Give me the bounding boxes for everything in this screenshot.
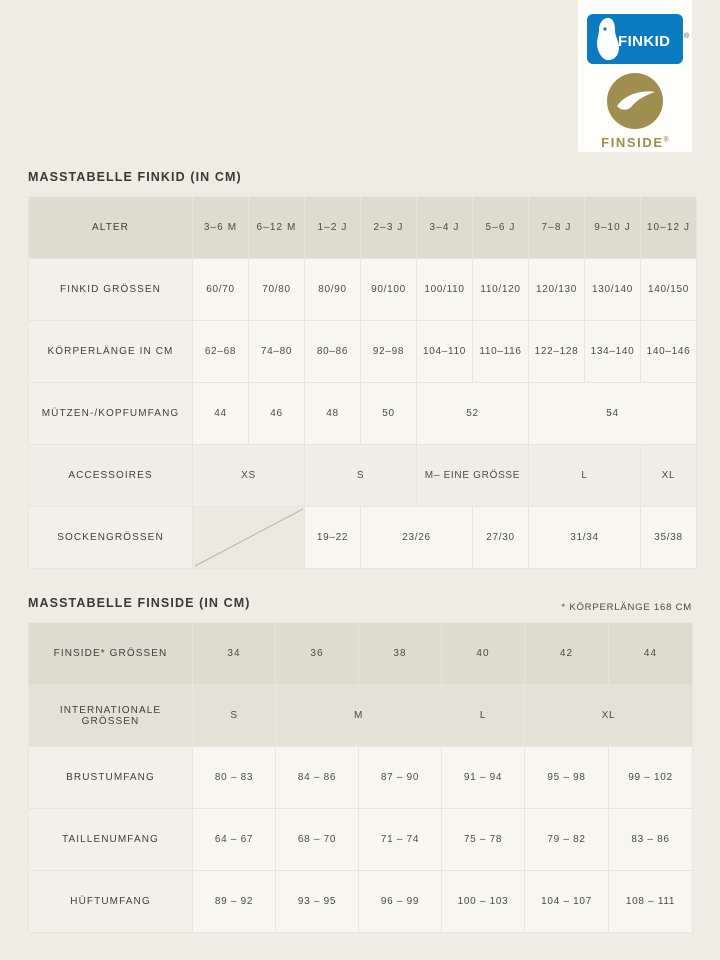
- cell-alter-5: 5–6 J: [473, 197, 529, 259]
- row-header-taillenumfang: TAILLENUMFANG: [29, 809, 193, 871]
- cell-finside-groessen-0: 34: [193, 623, 276, 685]
- table-row: [29, 445, 697, 507]
- finkid-size-table: [28, 196, 697, 569]
- row-header-hueftumfang: HÜFTUMFANG: [29, 871, 193, 933]
- table-row: [29, 809, 693, 871]
- row-header-koerperlaenge: KÖRPERLÄNGE IN CM: [29, 321, 193, 383]
- finside-logo-text: FINSIDE: [601, 135, 664, 150]
- finkid-logo: [587, 14, 690, 63]
- cell-accessoires-0: XS: [193, 445, 305, 507]
- finside-logo-registered: ®: [663, 136, 669, 144]
- cell-taillenumfang-2: 71 – 74: [359, 809, 442, 871]
- cell-finside-groessen-1: 36: [276, 623, 359, 685]
- cell-accessoires-4: XL: [641, 445, 697, 507]
- cell-hueftumfang-4: 104 – 107: [525, 871, 609, 933]
- finside-logo-word: [601, 135, 669, 150]
- table-row: [29, 321, 697, 383]
- row-header-accessoires: ACCESSOIRES: [29, 445, 193, 507]
- brand-logo-block: [578, 0, 692, 152]
- cell-finside-groessen-2: 38: [359, 623, 442, 685]
- cell-brustumfang-1: 84 – 86: [276, 747, 359, 809]
- table-row: [29, 259, 697, 321]
- cell-taillenumfang-3: 75 – 78: [442, 809, 525, 871]
- finkid-logo-word: FINKID: [618, 33, 671, 50]
- table-row: [29, 747, 693, 809]
- cell-hueftumfang-0: 89 – 92: [193, 871, 276, 933]
- cell-alter-8: 10–12 J: [641, 197, 697, 259]
- cell-taillenumfang-5: 83 – 86: [609, 809, 693, 871]
- cell-international-3: XL: [525, 685, 693, 747]
- cell-finside-groessen-4: 42: [525, 623, 609, 685]
- cell-alter-7: 9–10 J: [585, 197, 641, 259]
- cell-alter-1: 6–12 M: [249, 197, 305, 259]
- cell-koerperlaenge-2: 80–86: [305, 321, 361, 383]
- cell-sockengroessen-3: 31/34: [529, 507, 641, 569]
- row-header-internationale-groessen: INTERNATIONALE GRÖSSEN: [29, 685, 193, 747]
- row-header-sockengroessen: SOCKENGRÖSSEN: [29, 507, 193, 569]
- cell-hueftumfang-3: 100 – 103: [442, 871, 525, 933]
- cell-koerperlaenge-0: 62–68: [193, 321, 249, 383]
- finside-section-title: MASSTABELLE FINSIDE (IN CM): [28, 596, 251, 610]
- table-row: [29, 685, 693, 747]
- table-row: [29, 623, 693, 685]
- cell-kopfumfang-4: 52: [417, 383, 529, 445]
- cell-kopfumfang-0: 44: [193, 383, 249, 445]
- table-row: [29, 383, 697, 445]
- finkid-logo-registered: ®: [684, 33, 690, 40]
- finside-logo: [587, 73, 683, 152]
- cell-taillenumfang-1: 68 – 70: [276, 809, 359, 871]
- cell-kopfumfang-1: 46: [249, 383, 305, 445]
- cell-alter-4: 3–4 J: [417, 197, 473, 259]
- diagonal-strike-icon: [193, 507, 305, 568]
- cell-koerperlaenge-5: 110–116: [473, 321, 529, 383]
- row-header-brustumfang: BRUSTUMFANG: [29, 747, 193, 809]
- cell-finside-groessen-3: 40: [442, 623, 525, 685]
- cell-groessen-5: 110/120: [473, 259, 529, 321]
- cell-brustumfang-5: 99 – 102: [609, 747, 693, 809]
- cell-hueftumfang-2: 96 – 99: [359, 871, 442, 933]
- cell-alter-0: 3–6 M: [193, 197, 249, 259]
- table-row: [29, 197, 697, 259]
- cell-groessen-2: 80/90: [305, 259, 361, 321]
- cell-groessen-0: 60/70: [193, 259, 249, 321]
- cell-finside-groessen-5: 44: [609, 623, 693, 685]
- cell-sockengroessen-0: 19–22: [305, 507, 361, 569]
- finside-logo-circle: [607, 73, 663, 129]
- cell-brustumfang-4: 95 – 98: [525, 747, 609, 809]
- cell-groessen-4: 100/110: [417, 259, 473, 321]
- cell-koerperlaenge-1: 74–80: [249, 321, 305, 383]
- cell-koerperlaenge-4: 104–110: [417, 321, 473, 383]
- cell-brustumfang-3: 91 – 94: [442, 747, 525, 809]
- cell-brustumfang-2: 87 – 90: [359, 747, 442, 809]
- cell-kopfumfang-3: 50: [361, 383, 417, 445]
- cell-groessen-3: 90/100: [361, 259, 417, 321]
- cell-koerperlaenge-8: 140–146: [641, 321, 697, 383]
- finside-swoosh-icon: [616, 90, 656, 112]
- cell-taillenumfang-4: 79 – 82: [525, 809, 609, 871]
- finkid-section-title: MASSTABELLE FINKID (IN CM): [28, 170, 242, 184]
- cell-accessoires-3: L: [529, 445, 641, 507]
- row-header-finkid-groessen: FINKID GRÖSSEN: [29, 259, 193, 321]
- cell-international-0: S: [193, 685, 276, 747]
- cell-brustumfang-0: 80 – 83: [193, 747, 276, 809]
- table-row: [29, 507, 697, 569]
- row-header-kopfumfang: MÜTZEN-/KOPFUMFANG: [29, 383, 193, 445]
- cell-koerperlaenge-3: 92–98: [361, 321, 417, 383]
- cell-sockengroessen-empty: [193, 507, 305, 569]
- cell-groessen-8: 140/150: [641, 259, 697, 321]
- cell-groessen-6: 120/130: [529, 259, 585, 321]
- cell-taillenumfang-0: 64 – 67: [193, 809, 276, 871]
- cell-international-1: M: [276, 685, 442, 747]
- row-header-finside-groessen: FINSIDE* GRÖSSEN: [29, 623, 193, 685]
- cell-alter-2: 1–2 J: [305, 197, 361, 259]
- cell-alter-3: 2–3 J: [361, 197, 417, 259]
- table-row: [29, 871, 693, 933]
- cell-hueftumfang-5: 108 – 111: [609, 871, 693, 933]
- cell-kopfumfang-2: 48: [305, 383, 361, 445]
- finside-footnote: * KÖRPERLÄNGE 168 CM: [561, 602, 692, 613]
- cell-kopfumfang-5: 54: [529, 383, 697, 445]
- cell-alter-6: 7–8 J: [529, 197, 585, 259]
- cell-hueftumfang-1: 93 – 95: [276, 871, 359, 933]
- cell-accessoires-1: S: [305, 445, 417, 507]
- cell-groessen-1: 70/80: [249, 259, 305, 321]
- cell-sockengroessen-4: 35/38: [641, 507, 697, 569]
- row-header-alter: ALTER: [29, 197, 193, 259]
- finside-size-table: [28, 622, 693, 933]
- cell-groessen-7: 130/140: [585, 259, 641, 321]
- cell-koerperlaenge-7: 134–140: [585, 321, 641, 383]
- cell-international-2: L: [442, 685, 525, 747]
- cell-accessoires-2: M– EINE GRÖSSE: [417, 445, 529, 507]
- cell-koerperlaenge-6: 122–128: [529, 321, 585, 383]
- cell-sockengroessen-1: 23/26: [361, 507, 473, 569]
- cell-sockengroessen-2: 27/30: [473, 507, 529, 569]
